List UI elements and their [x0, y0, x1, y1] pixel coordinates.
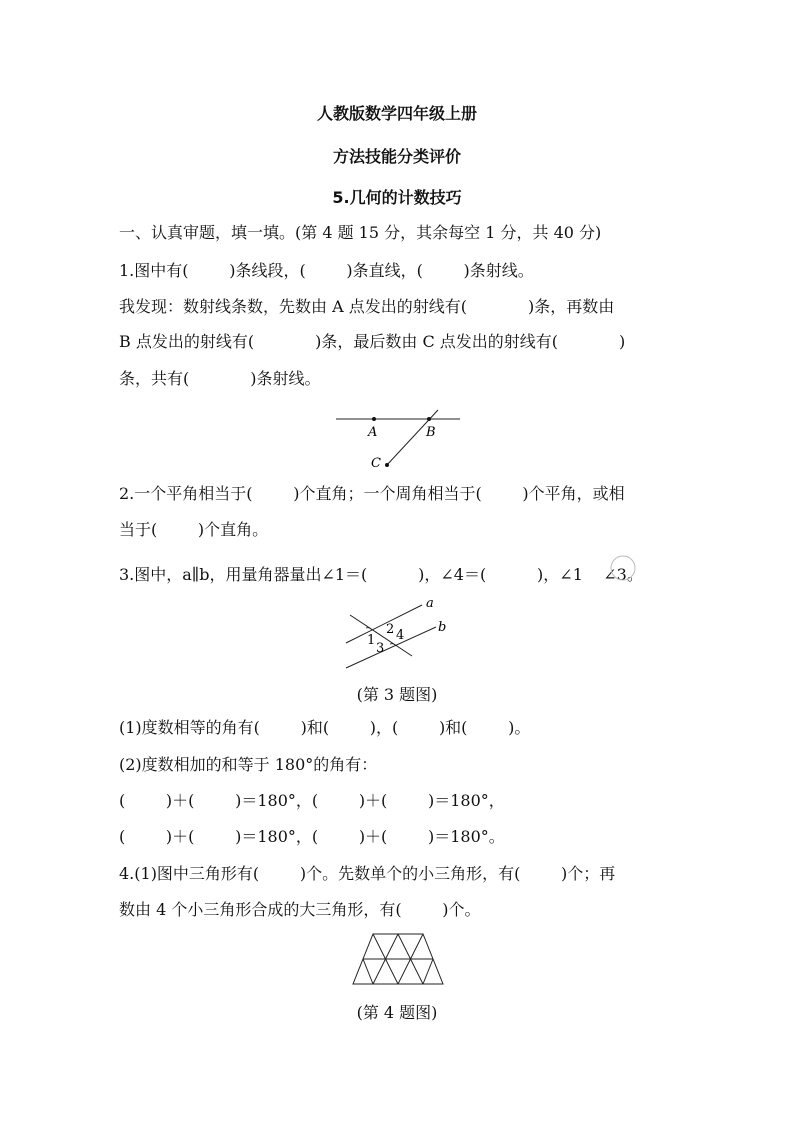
point-c — [385, 463, 389, 467]
q1-line4: 条，共有( )条射线。 — [119, 369, 321, 388]
point-b — [427, 417, 431, 421]
point-a — [372, 417, 376, 421]
q3-figure — [340, 592, 460, 672]
q3-sub2: (2)度数相加的和等于 180°的角有： — [119, 755, 378, 774]
angle-label-2: 2 — [386, 622, 395, 637]
q4-triangle-figure — [350, 928, 446, 990]
q3-sub4: ( )＋( )＝180°，( )＋( )＝180°。 — [119, 827, 505, 846]
angle-label-3: 3 — [376, 641, 385, 656]
comparison-circle-icon[interactable] — [608, 554, 638, 584]
q1-line3: B 点发出的射线有( )条，最后数由 C 点发出的射线有( ) — [119, 332, 626, 351]
q1-line1: 1.图中有( )条线段，( )条直线，( )条射线。 — [119, 261, 534, 280]
q3-line1: 3.图中，a∥b，用量角器量出∠1＝( )，∠4＝( )，∠1 ∠3。 — [119, 565, 643, 584]
lesson-title: 5.几何的计数技巧 — [332, 188, 462, 207]
angle-label-4: 4 — [396, 628, 405, 643]
q4-line1: 4.(1)图中三角形有( )个。先数单个的小三角形，有( )个；再 — [119, 864, 616, 883]
q4-line2: 数由 4 个小三角形合成的大三角形，有( )个。 — [119, 900, 481, 919]
q3-sub3: ( )＋( )＝180°，( )＋( )＝180°， — [119, 791, 505, 810]
q1-figure — [330, 405, 470, 475]
line-label-a: a — [426, 596, 434, 611]
q3-sub1: (1)度数相等的角有( )和( )，( )和( )。 — [119, 718, 531, 737]
label-b: B — [426, 425, 436, 440]
label-a: A — [368, 425, 378, 440]
q3-caption: (第 3 题图) — [356, 685, 438, 704]
label-c: C — [371, 456, 381, 471]
line-label-b: b — [438, 620, 447, 635]
q2-line1: 2.一个平角相当于( )个直角；一个周角相当于( )个平角，或相 — [119, 484, 625, 503]
q1-line2: 我发现：数射线条数，先数由 A 点发出的射线有( )条，再数由 — [119, 297, 615, 316]
unit-title: 方法技能分类评价 — [332, 147, 461, 166]
section-heading: 一、认真审题，填一填。(第 4 题 15 分，其余每空 1 分，共 40 分) — [119, 223, 602, 242]
book-title: 人教版数学四年级上册 — [316, 104, 477, 123]
q2-line2: 当于( )个直角。 — [119, 520, 269, 539]
angle-label-1: 1 — [367, 633, 376, 648]
q4-caption: (第 4 题图) — [356, 1003, 438, 1022]
